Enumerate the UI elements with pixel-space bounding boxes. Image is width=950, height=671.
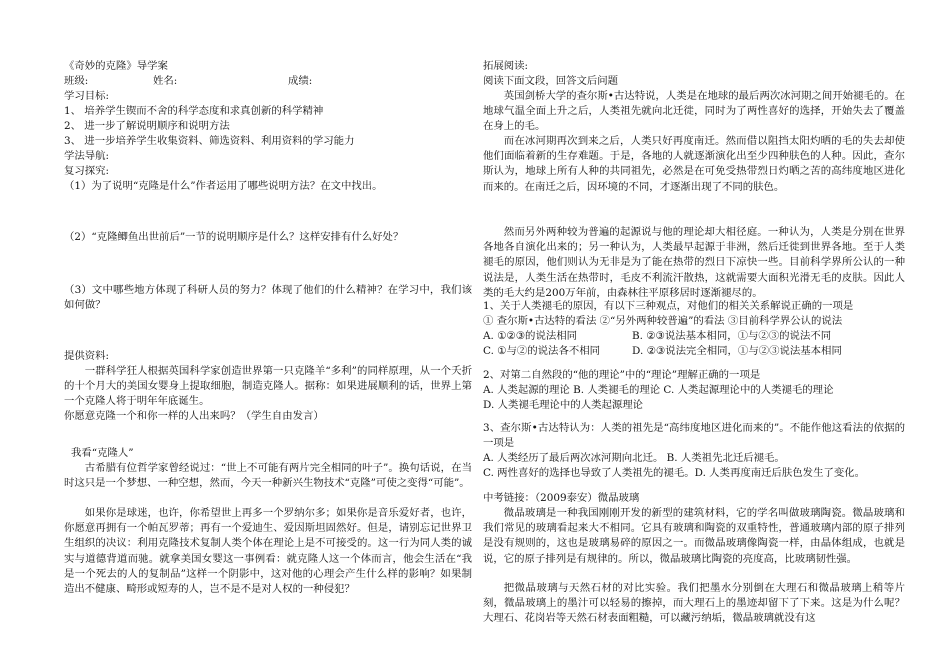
rq1-views: ① 查尔斯•古达特的看法 ②“另外两种较普遍”的看法 ③目前科学界公认的说法 [483,315,843,327]
question-1: （1）为了说明“克隆是什么”作者运用了哪些说明方法？在文中找出。 [64,180,383,192]
name-label: 姓名: [153,75,178,87]
reading-question-3: 3、查尔斯•古达特认为：人类的祖先是“高纬度地区进化而来的”。不能作他这看法的依据的一项是 [483,422,905,450]
goal-item: 1、 培养学生锲而不舍的科学态度和求真创新的科学精神 [64,105,324,117]
passage-paragraph: 而在冰河期再次到来之后，人类只好再度南迁。然而借以阻挡太阳灼晒的毛的失去却使他们面临着新的生存难题。于是，各地的人就逐渐演化出至少四种肤色的人种。因此，查尔斯认为，地球上所有人种的共同祖先，必然是在可免受热带烈日灼晒之苦的高纬度地区进化而来的。在南迁之后，因环境的不同，才逐渐出现了不同的肤色。 [483,135,905,193]
material-heading: 提供资料: [64,350,110,362]
doc-title: 《奇妙的克隆》导学案 [64,60,168,72]
material-question: 你愿意克隆一个和你一样的人出来吗？（学生自由发言） [64,410,324,422]
goals-heading: 学习目标: [64,90,110,102]
essay-paragraph: 古希腊有位哲学家曾经说过：“世上不可能有两片完全相同的叶子”。换句话说，在当时这只是一个梦想、一种空想，然而，今天一种新兴生物技术“克隆”可使之变得“可能”。 [64,462,472,490]
rq3-options: A. 人类经历了最后两次冰河期向北迁。 B. 人类祖先北迁后褪毛。 [483,452,785,464]
essay-title: 我看“克隆人” [71,447,134,459]
question-3: （3）文中哪些地方体现了科研人员的努力？体现了他们的什么精神？在学习中，我们该如何做？ [64,284,472,312]
reading-question-2: 2、对第二自然段的“他的理论”中的“理论”理解正确的一项是 [483,369,761,381]
score-label: 成绩: [288,75,313,87]
exam-heading: 中考链接：（2009泰安）微晶玻璃 [483,492,640,504]
method-heading: 学法导航: [64,150,110,162]
rq2-options: A. 人类起源的理论 B. 人类褪毛的理论 C. 人类起源理论中的人类褪毛的理论 [483,384,834,396]
option-d: D. ②③说法完全相同，①与②③说法基本相同 [632,345,842,357]
option-b: B. ②③说法基本相同，①与②③的说法不同 [632,330,832,342]
option-a: A. ①②③的说法相同 [483,330,578,342]
essay-paragraph: 如果你是球迷，也许，你希望世上再多一个罗纳尔多；如果你是音乐爱好者，也许，你愿意再拥有一个帕瓦罗蒂；再有一个爱迪生、爱因斯坦固然好。但是，请别忘记世界卫生组织的决议：利用克隆技术复制人类个体在理论上是不可接受的。这一行为同人类的诚实与道德背道而驰。就拿美国女婴这一事例看：就克隆人这一个体而言，他会生活在“我是一个死去的人的复制品”这样一个阴影中，这对他的心理会产生什么样的影响？如果制造出不健康、畸形或短寿的人，岂不是不是对人权的一种侵犯？ [64,507,472,596]
question-2: （2）“克隆鲫鱼出世前后”一节的说明顺序是什么？这样安排有什么好处？ [64,231,404,243]
passage-paragraph: 英国剑桥大学的查尔斯•古达特说，人类是在地球的最后两次冰河期之间开始褪毛的。在地球气温全面上升之后，人类祖先就向北迁徙，同时为了两性喜好的选择，开始失去了覆盖在身上的毛。 [483,90,905,133]
extension-heading: 拓展阅读: [483,60,529,72]
goal-item: 2、 进一步了解说明顺序和说明方法 [64,120,230,132]
rq2-option-d: D. 人类褪毛理论中的人类起源理论 [483,399,644,411]
passage-paragraph: 然而另外两种较为普遍的起源说与他的理论却大相径庭。一种认为，人类是分别在世界各地各自演化出来的；另一种认为，人类最早起源于非洲，然后迁徙到世界各地。至于人类褪毛的原因，他们则认为无非是为了能在热带的烈日下凉快一些。目前科学界所公认的一种说法是，人类生活在热带时，毛皮不利流汗散热，这就需要大面积光滑无毛的皮肤。因此人类的毛大约是200万年前，由森林往平原移居时逐渐褪尽的。 [483,226,905,299]
class-label: 班级: [64,75,89,87]
option-c: C. ①与②的说法各不相同 [483,345,601,357]
goal-item: 3、 进一步培养学生收集资料、筛选资料、利用资料的学习能力 [64,135,355,147]
exam-paragraph: 把微晶玻璃与天然石材的对比实验。我们把墨水分别倒在大理石和微晶玻璃上稍等片刻，微晶玻璃上的墨汁可以轻易的擦掉，而大理石上的墨迹却留下了下来。这是为什么呢？大理石、花岗岩等天然石材表面粗糙，可以藏污纳垢，微晶玻璃就没有这 [483,582,905,625]
material-text: 一群科学狂人根据英国科学家创造世界第一只克隆羊“多利”的同样原理，从一个夭折的十个月大的美国女婴身上提取细胞，制造克隆人。据称：如果进展顺利的话，世界上第一个克隆人将于明年年底诞生。 [64,365,472,408]
rq3-options: C. 两性喜好的选择也导致了人类祖先的褪毛。D. 人类再度南迁后肤色发生了变化。 [483,467,866,479]
exam-paragraph: 微晶玻璃是一种我国刚刚开发的新型的建筑材料，它的学名叫做玻璃陶瓷。微晶玻璃和我们常见的玻璃看起来大不相同。它具有玻璃和陶瓷的双重特性，普通玻璃内部的原子排列是没有规则的，这也是玻璃易碎的原因之一。而微晶玻璃像陶瓷一样，由晶体组成，也就是说，它的原子排列是有规律的。所以，微晶玻璃比陶瓷的亮度高，比玻璃韧性强。 [483,507,905,565]
reading-question-1: 1、关于人类褪毛的原因，有以下三种观点，对他们的相关关系解说正确的一项是 [483,300,854,312]
extension-instruction: 阅读下面文段，回答文后问题 [483,75,619,87]
review-heading: 复习探究: [64,165,110,177]
